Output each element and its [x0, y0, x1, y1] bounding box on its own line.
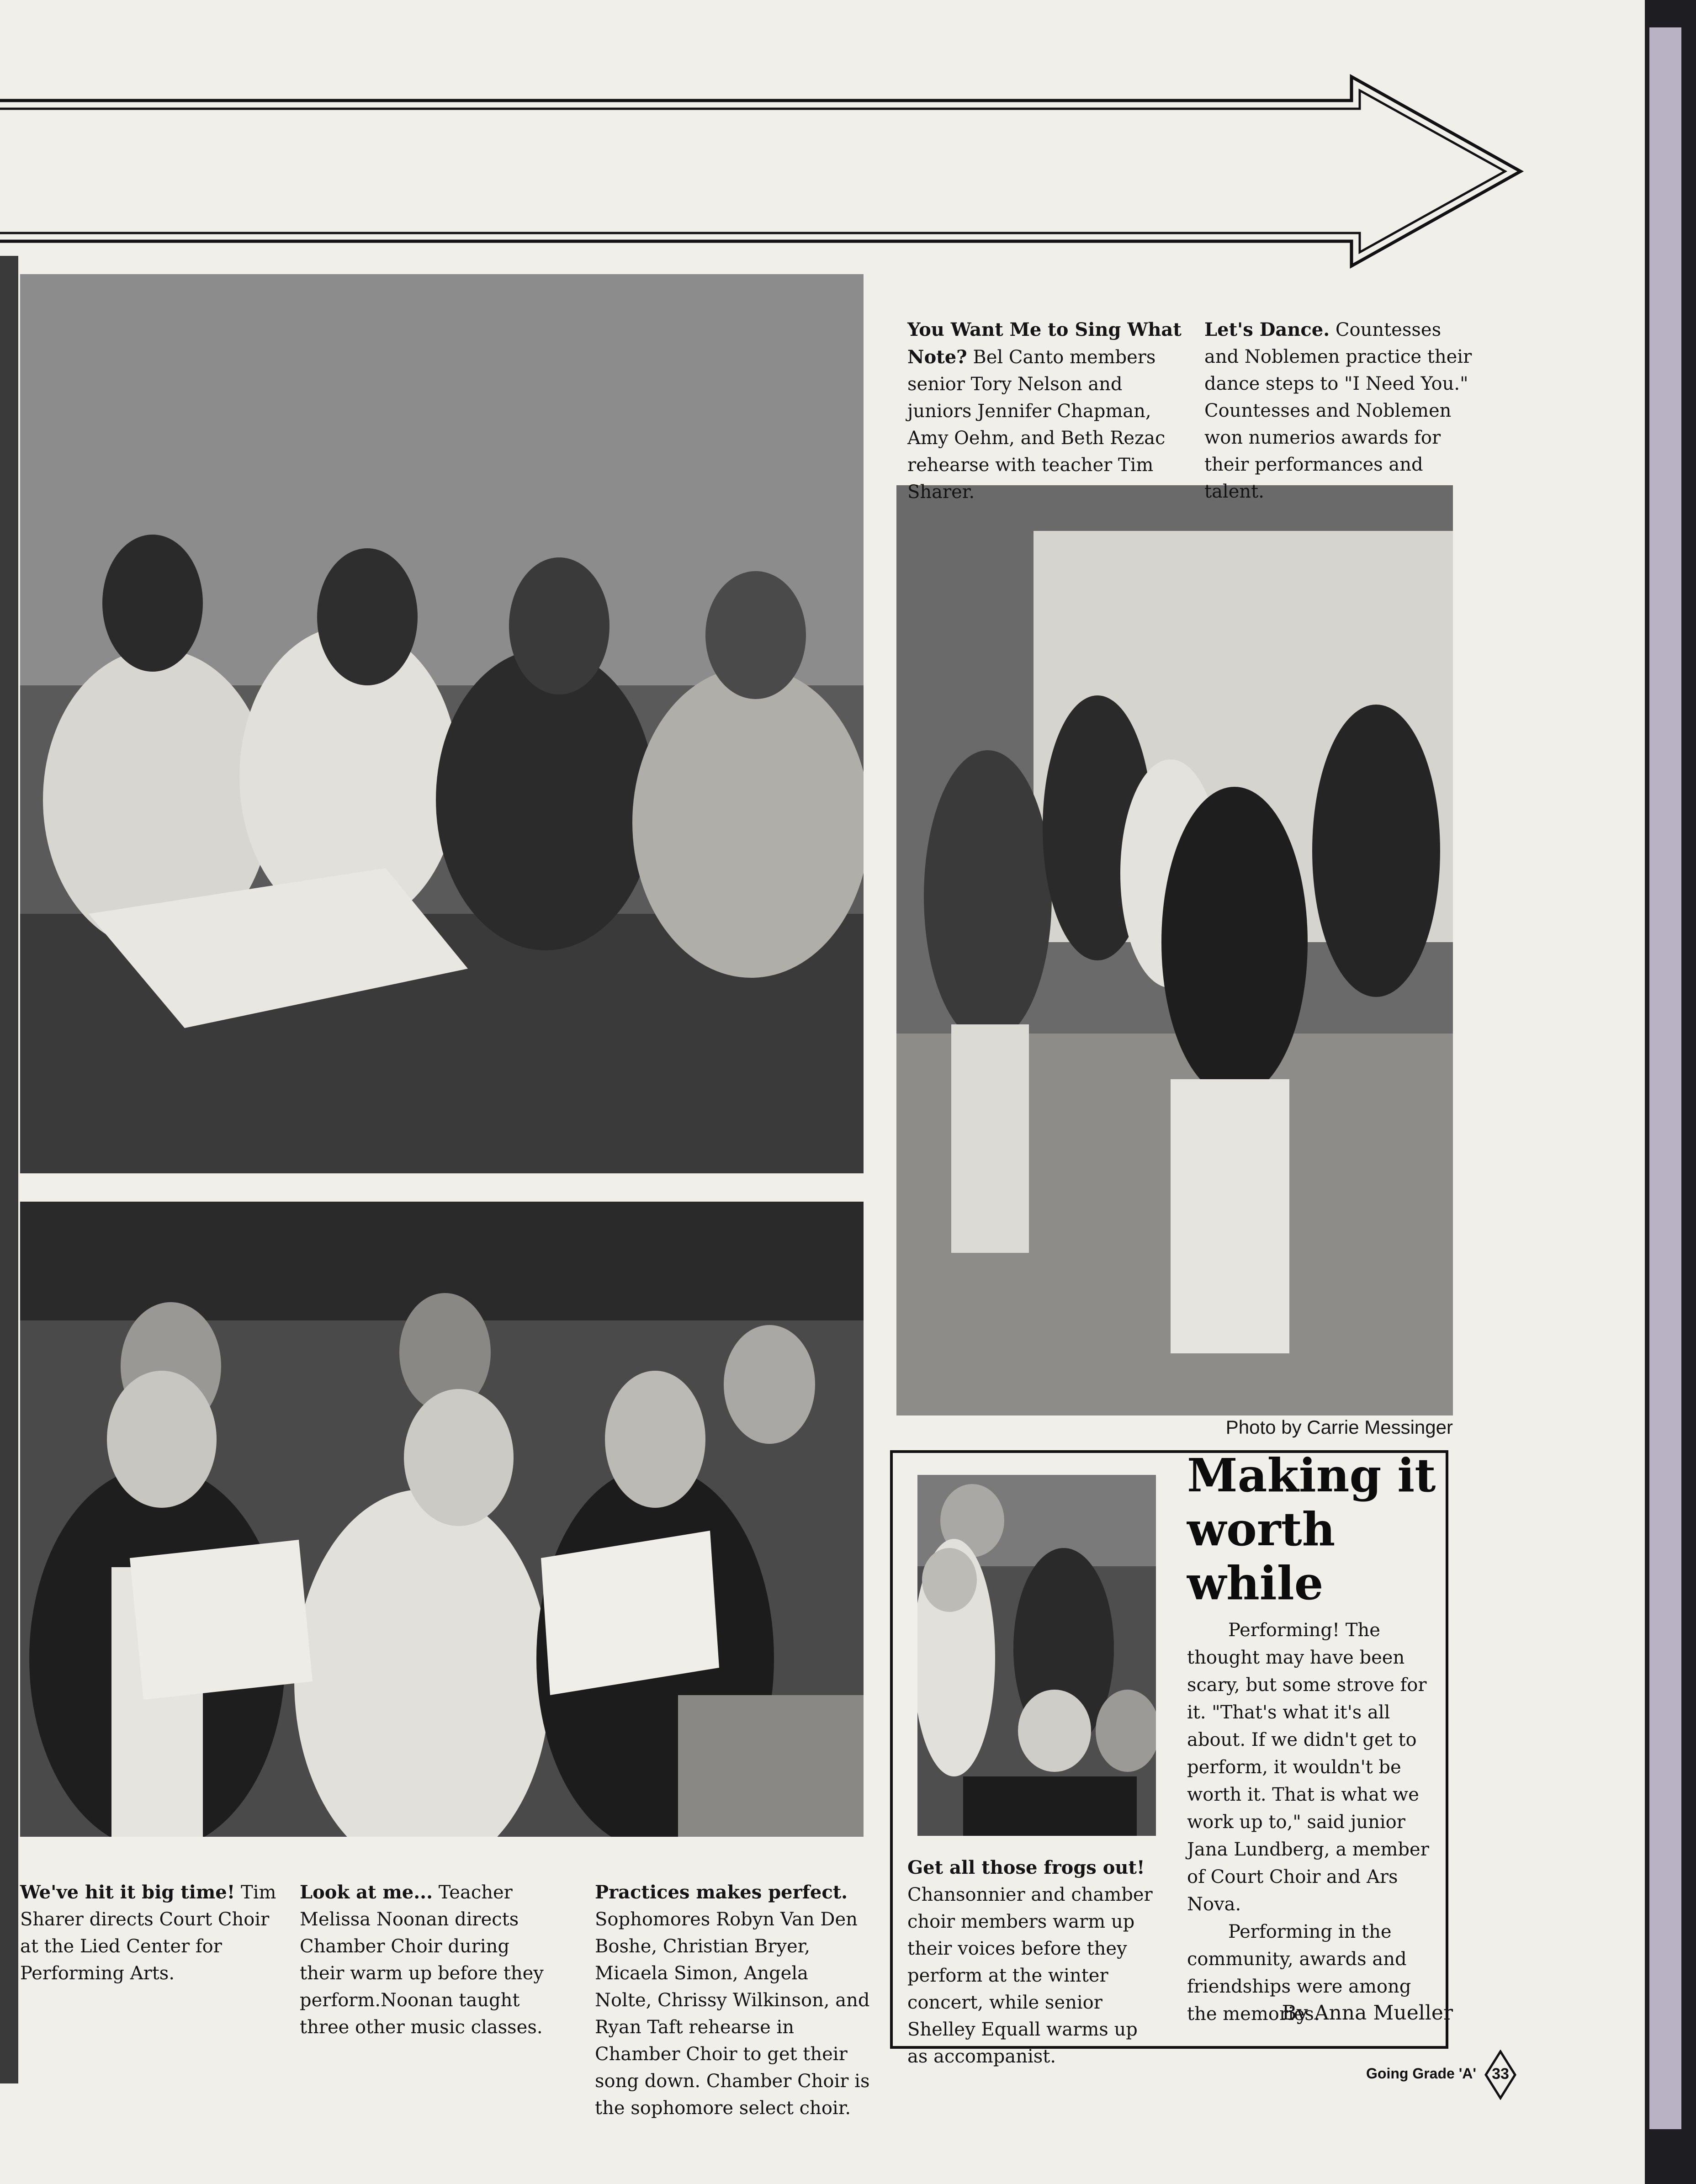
feature-body [1187, 1617, 1443, 2028]
caption-hit-it-big [20, 1879, 280, 1987]
caption-lead: Practices makes perfect. [595, 1882, 848, 1903]
photo-dance-practice [896, 485, 1453, 1415]
photo-chamber-choir [20, 1202, 864, 1837]
caption-text: Tim Sharer directs Court Choir at the Lied Center for Performing Arts. [20, 1882, 276, 1984]
feature-title-line-3: while [1187, 1556, 1324, 1610]
previous-page-edge [0, 256, 18, 2083]
section-footer: Going Grade 'A' [1366, 2065, 1477, 2082]
feature-paragraph: Performing in the community, awards and friendships were among the memories. [1187, 1921, 1411, 2025]
caption-practice-makes-perfect [595, 1879, 871, 2122]
caption-text: Chansonnier and chamber choir members warm up their voices before they perform at the winter concert, while senior Shelley Equall warms up as accompanist. [907, 1884, 1153, 2067]
feature-paragraph: Performing! The thought may have been scary, but some strove for it. "That's what it's all about. If we didn't get to perform, it wouldn't be worth it. That is what we work up to," said junior Jana Lundberg, a member of Court Choir and Ars Nova. [1187, 1620, 1429, 1915]
caption-lead: You Want Me to Sing What Note? [907, 319, 1182, 368]
caption-sing-what-note [907, 316, 1183, 506]
feature-title-line-1: Making it [1187, 1448, 1436, 1502]
feature-title-line-2: worth [1187, 1502, 1336, 1556]
caption-text: Sophomores Robyn Van Den Boshe, Christian Bryer, Micaela Simon, Angela Nolte, Chrissy Wilkinson, and Ryan Taft rehearse in Chamber Choir to get their song down. Chamber Choir is the sophomore select choir. [595, 1909, 870, 2119]
photo-bel-canto-rehearsal [20, 274, 864, 1173]
caption-text: Bel Canto members senior Tory Nelson and juniors Jennifer Chapman, Amy Oehm, and Beth Rezac rehearse with teacher Tim Sharer. [907, 347, 1166, 503]
page-edge-tab [1649, 27, 1681, 2129]
caption-text: Teacher Melissa Noonan directs Chamber Choir during their warm up before they perform.Noonan taught three other music classes. [300, 1882, 544, 2038]
caption-lead: Look at me... [300, 1882, 433, 1903]
caption-text: Countesses and Noblemen practice their dance steps to "I Need You." Countesses and Noblemen won numerios awards for their performances and talent. [1204, 319, 1472, 502]
photo-credit: Photo by Carrie Messinger [1225, 1416, 1453, 1438]
caption-lead: Let's Dance. [1204, 319, 1330, 340]
feature-byline: By Anna Mueller [1282, 2001, 1453, 2025]
photo-chansonnier [917, 1475, 1156, 1836]
feature-title [1187, 1448, 1443, 1610]
caption-lets-dance [1204, 316, 1480, 505]
header-arrow-icon [0, 69, 1535, 270]
caption-lead: We've hit it big time! [20, 1882, 235, 1903]
caption-look-at-me [300, 1879, 559, 2041]
caption-lead: Get all those frogs out! [907, 1857, 1145, 1878]
page-number: 33 [1492, 2065, 1509, 2083]
caption-frogs-out [907, 1854, 1163, 2070]
